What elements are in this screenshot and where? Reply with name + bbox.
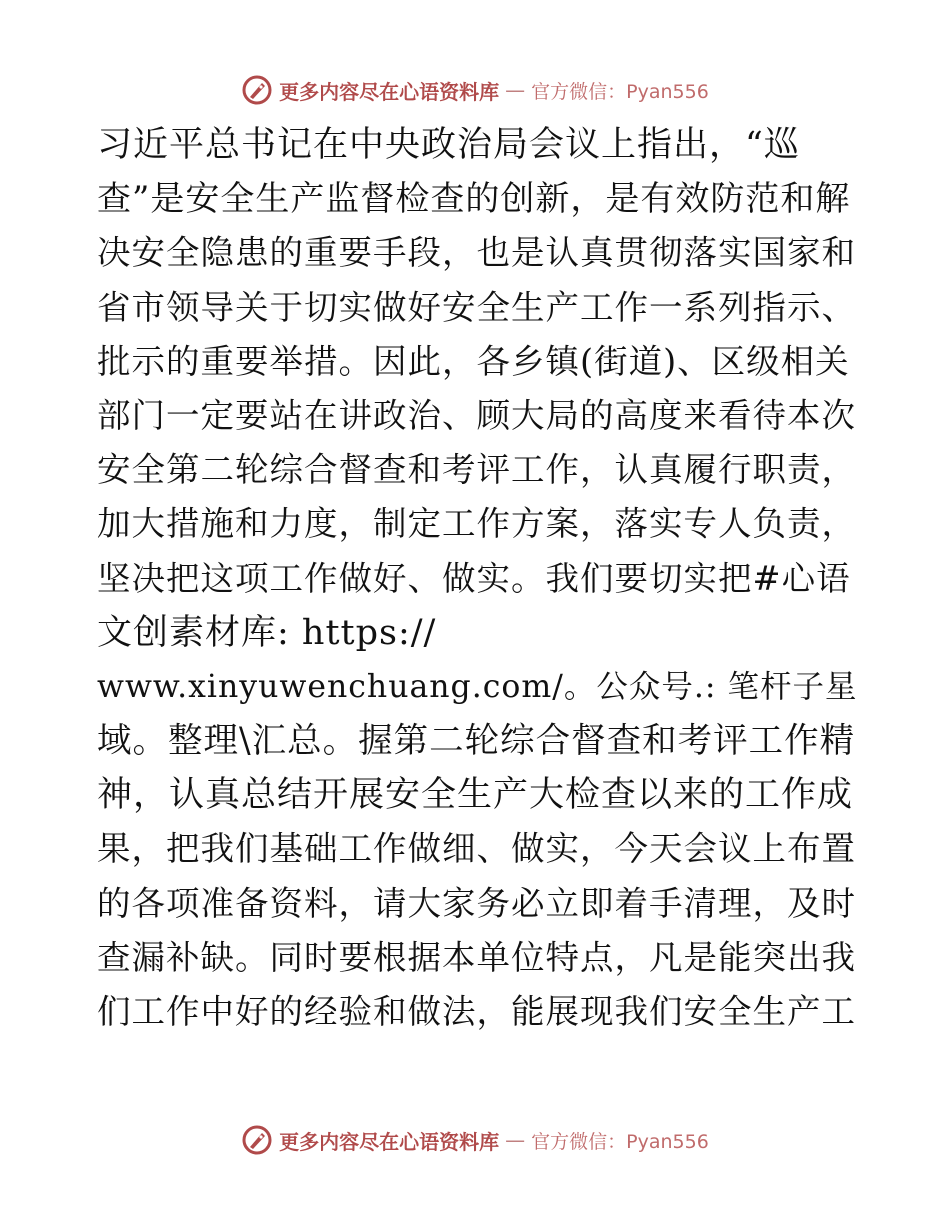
watermark-dash: — [505,78,526,102]
footer-watermark [0,1120,950,1160]
watermark-contact: 官方微信：Pyan556 [531,80,709,103]
body-line: 批示的重要举措。因此，各乡镇(街道)、区级相关 [97,341,850,381]
body-line: 省市领导关于切实做好安全生产工作一系列指示、 [97,287,856,327]
pen-nib-icon [241,1124,273,1156]
body-line: 加大措施和力度，制定工作方案，落实专人负责， [97,504,856,544]
watermark-dash: — [505,1128,526,1152]
body-line: 安全第二轮综合督查和考评工作，认真履行职责， [97,450,856,490]
body-line: 文创素材库: https:// [97,612,437,653]
body-line: www.xinyuwenchuang.com/。公众号.: 笔杆子星 [97,668,858,705]
pen-nib-icon [241,74,273,106]
watermark-text: 更多内容尽在心语资料库 [279,79,500,104]
body-line: 的各项准备资料，请大家务必立即着手清理，及时 [97,883,856,923]
document-body [97,118,857,1039]
body-line: 神，认真总结开展安全生产大检查以来的工作成 [97,775,854,816]
header-watermark [0,70,950,110]
body-line: 决安全隐患的重要手段，也是认真贯彻落实国家和 [97,233,856,273]
body-line: 查”是安全生产监督检查的创新，是有效防范和解 [97,179,851,220]
body-line: 坚决把这项工作做好、做实。我们要切实把#心语 [97,558,851,598]
body-line: 部门一定要站在讲政治、顾大局的高度来看待本次 [97,395,856,435]
watermark-text: 更多内容尽在心语资料库 [279,1129,500,1154]
watermark-contact: 官方微信：Pyan556 [531,1130,709,1153]
body-line: 果，把我们基础工作做细、做实，今天会议上布置 [97,829,856,869]
body-line: 们工作中好的经验和做法，能展现我们安全生产工 [97,992,856,1031]
body-line: 域。整理\汇总。握第二轮综合督查和考评工作精 [97,721,856,762]
body-line: 习近平总书记在中央政治局会议上指出，“巡 [97,125,800,165]
body-line: 查漏补缺。同时要根据本单位特点，凡是能突出我 [97,937,856,977]
